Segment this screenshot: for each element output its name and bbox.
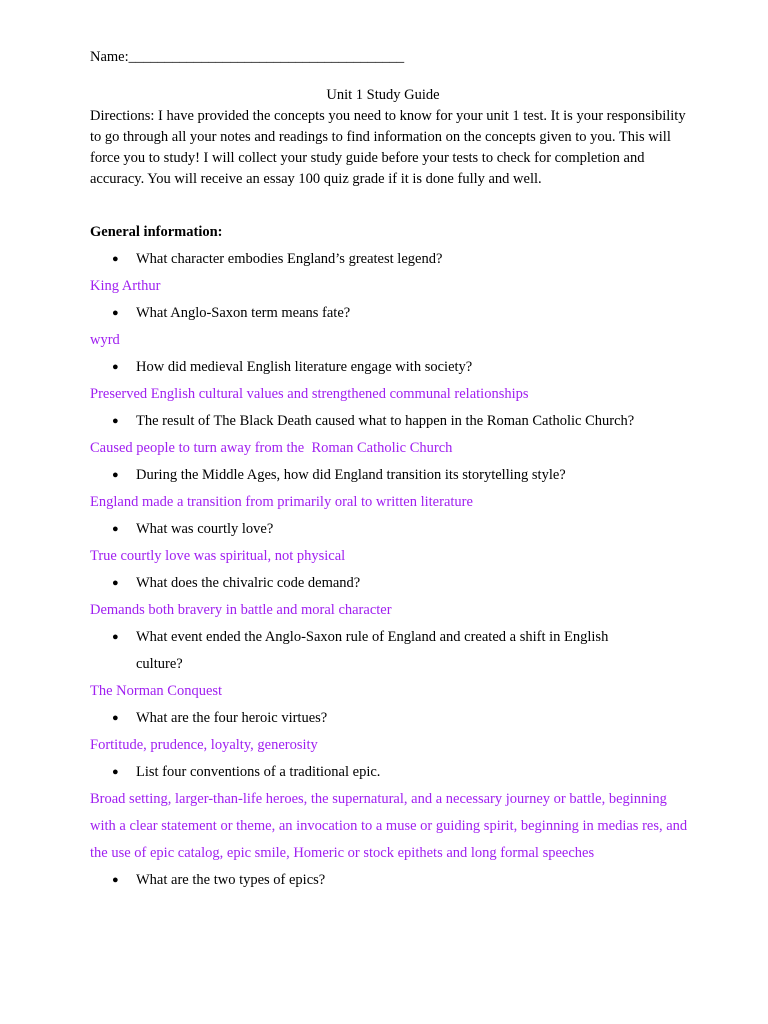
name-field-line: Name:______________________________________: [90, 49, 405, 65]
answer-text: Fortitude, prudence, loyalty, generosity: [90, 737, 318, 753]
bullet-icon: ●: [112, 712, 119, 724]
question-item: [90, 300, 690, 327]
question-text: What are the two types of epics?: [136, 872, 326, 888]
question-item: [90, 867, 690, 894]
question-text: The result of The Black Death caused what to happen in the Roman Catholic Church?: [136, 413, 635, 429]
bullet-icon: ●: [112, 523, 119, 535]
bullet-icon: ●: [112, 766, 119, 778]
bullet-icon: ●: [112, 415, 119, 427]
answer-text: England made a transition from primarily oral to written literature: [90, 494, 473, 510]
question-item: [90, 354, 690, 381]
question-text: What was courtly love?: [136, 521, 274, 537]
bullet-icon: ●: [112, 361, 119, 373]
bullet-icon: ●: [112, 874, 119, 886]
question-item: [90, 759, 690, 786]
bullet-icon: ●: [112, 631, 119, 643]
question-text: What character embodies England’s greatest legend?: [136, 251, 443, 267]
question-item: [90, 246, 690, 273]
question-text: List four conventions of a traditional epic.: [136, 764, 381, 780]
answer-text: Caused people to turn away from the Roman Catholic Church: [90, 440, 453, 456]
question-text: What Anglo-Saxon term means fate?: [136, 305, 351, 321]
answer-text: wyrd: [90, 332, 120, 348]
page-title: Unit 1 Study Guide: [326, 87, 440, 103]
section-heading: General information:: [90, 224, 223, 240]
answer-text: Broad setting, larger-than-life heroes, the supernatural, and a necessary journey or battle, beginning with a clear statement or theme, an invocation to a muse or guiding spirit, beginning in medias res, and the use of epic catalog, epic smile, Homeric or stock epithets and long formal speeches: [90, 791, 688, 861]
question-item: [90, 516, 690, 543]
question-item: [90, 408, 690, 435]
question-text: What are the four heroic virtues?: [136, 710, 328, 726]
directions-paragraph: Directions: I have provided the concepts you need to know for your unit 1 test. It is your responsibility to go through all your notes and readings to find information on the concepts given to you. This will force you to study! I will collect your study guide before your tests to check for completion and accuracy. You will receive an essay 100 quiz grade if it is done fully and well.: [90, 108, 686, 187]
answer-text: Demands both bravery in battle and moral character: [90, 602, 392, 618]
question-item: [90, 462, 690, 489]
question-text: What event ended the Anglo-Saxon rule of England and created a shift in English culture?: [136, 629, 609, 672]
answer-text: King Arthur: [90, 278, 161, 294]
question-answer-list: [90, 246, 690, 894]
question-item: [90, 624, 690, 678]
bullet-icon: ●: [112, 577, 119, 589]
question-text: What does the chivalric code demand?: [136, 575, 361, 591]
question-item: [90, 705, 690, 732]
answer-text: The Norman Conquest: [90, 683, 223, 699]
bullet-icon: ●: [112, 469, 119, 481]
question-text: During the Middle Ages, how did England transition its storytelling style?: [136, 467, 566, 483]
answer-text: True courtly love was spiritual, not physical: [90, 548, 346, 564]
answer-text: Preserved English cultural values and strengthened communal relationships: [90, 386, 529, 402]
study-guide-page: [90, 44, 690, 894]
bullet-icon: ●: [112, 253, 119, 265]
question-item: [90, 570, 690, 597]
bullet-icon: ●: [112, 307, 119, 319]
question-text: How did medieval English literature engage with society?: [136, 359, 473, 375]
